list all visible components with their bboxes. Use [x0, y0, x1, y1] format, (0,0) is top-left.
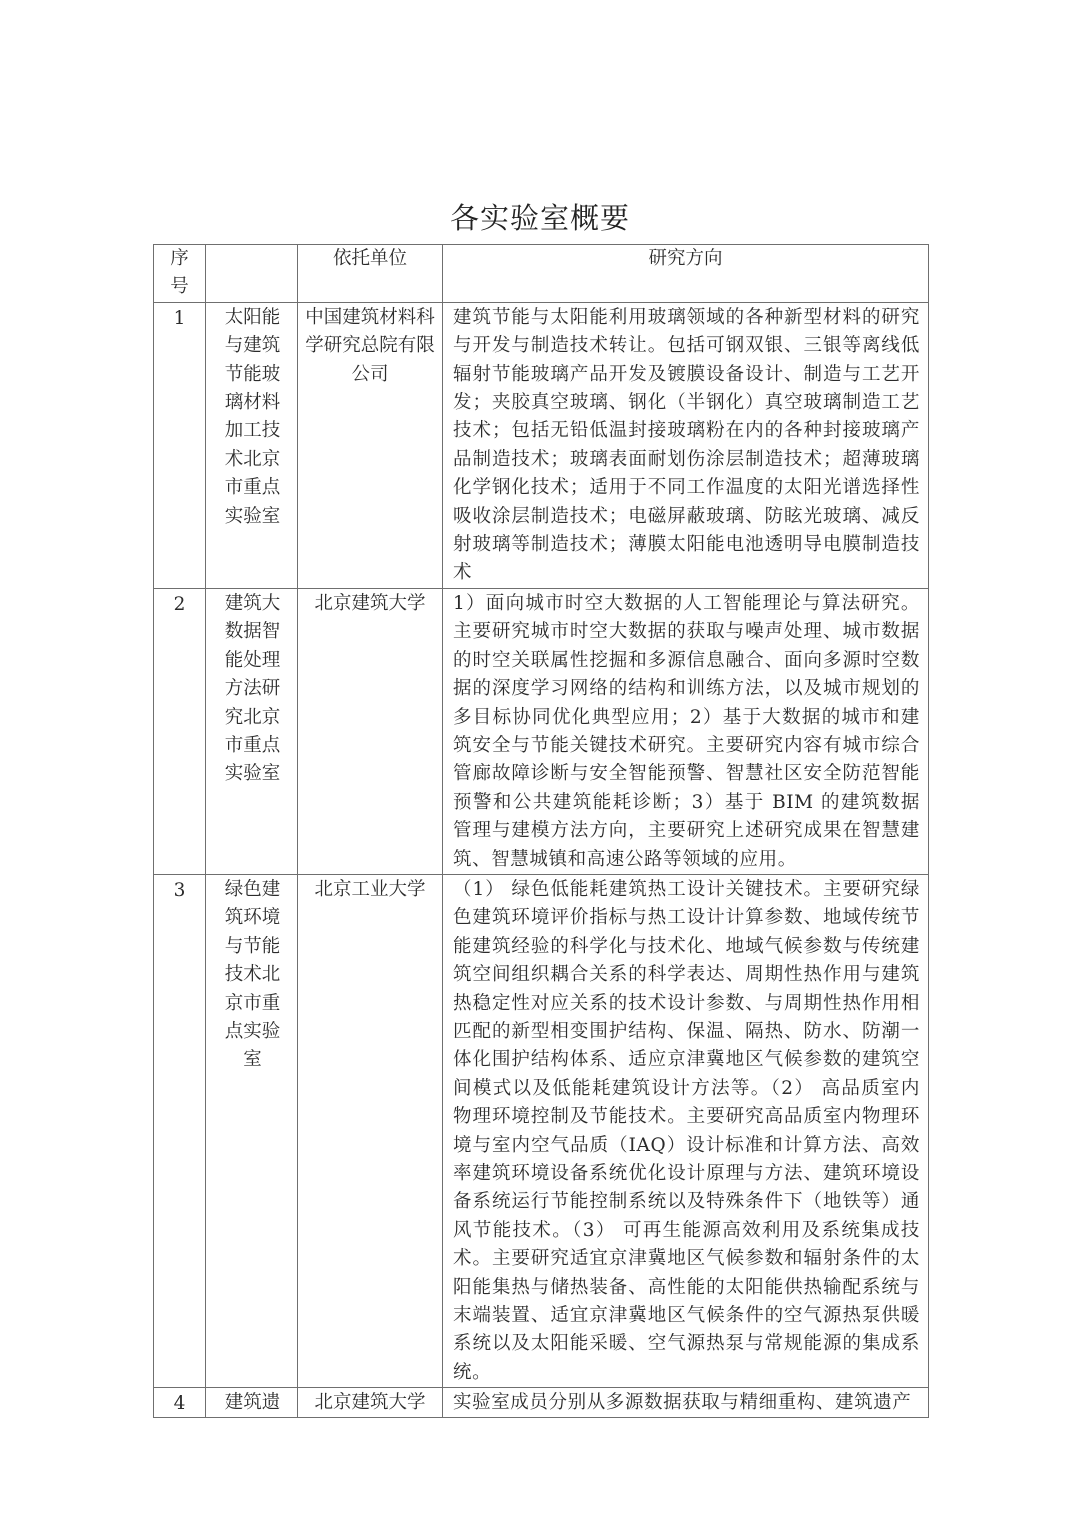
table-row	[154, 1388, 929, 1418]
cell-seq: 1	[154, 302, 206, 588]
cell-lab-name: 建筑大数据智能处理方法研究北京市重点实验室	[206, 588, 298, 874]
labs-summary-table	[153, 244, 929, 1418]
cell-lab-name: 建筑遗	[206, 1388, 298, 1418]
cell-unit: 中国建筑材料科学研究总院有限公司	[298, 302, 443, 588]
header-unit: 依托单位	[298, 245, 443, 303]
cell-direction: 实验室成员分别从多源数据获取与精细重构、建筑遗产	[443, 1388, 929, 1418]
cell-direction: 1）面向城市时空大数据的人工智能理论与算法研究。主要研究城市时空大数据的获取与噪声处理、城市数据的时空关联属性挖掘和多源信息融合、面向多源时空数据的深度学习网络的结构和训练方法，以及城市规划的多目标协同优化典型应用；2）基于大数据的城市和建筑安全与节能关键技术研究。主要研究内容有城市综合管廊故障诊断与安全智能预警、智慧社区安全防范智能预警和公共建筑能耗诊断；3）基于 BIM 的建筑数据管理与建模方法方向，主要研究上述研究成果在智慧建筑、智慧城镇和高速公路等领域的应用。	[443, 588, 929, 874]
page-title: 各实验室概要	[449, 201, 630, 235]
table-row	[154, 874, 929, 1387]
cell-lab-name: 太阳能与建筑节能玻璃材料加工技术北京市重点实验室	[206, 302, 298, 588]
table-header-row	[154, 245, 929, 303]
cell-unit: 北京工业大学	[298, 874, 443, 1387]
table-row	[154, 588, 929, 874]
cell-seq: 4	[154, 1388, 206, 1418]
header-name	[206, 245, 298, 303]
header-direction: 研究方向	[443, 245, 929, 303]
cell-seq: 3	[154, 874, 206, 1387]
cell-direction: 建筑节能与太阳能利用玻璃领域的各种新型材料的研究与开发与制造技术转让。包括可钢双银、三银等离线低辐射节能玻璃产品开发及镀膜设备设计、制造与工艺开发；夹胶真空玻璃、钢化（半钢化）真空玻璃制造工艺技术；包括无铅低温封接玻璃粉在内的各种封接玻璃产品制造技术；玻璃表面耐划伤涂层制造技术；超薄玻璃化学钢化技术；适用于不同工作温度的太阳光谱选择性吸收涂层制造技术；电磁屏蔽玻璃、防眩光玻璃、减反射玻璃等制造技术；薄膜太阳能电池透明导电膜制造技术	[443, 302, 929, 588]
cell-unit: 北京建筑大学	[298, 1388, 443, 1418]
cell-unit: 北京建筑大学	[298, 588, 443, 874]
cell-lab-name: 绿色建筑环境与节能技术北京市重点实验室	[206, 874, 298, 1387]
table-row	[154, 302, 929, 588]
header-seq: 序号	[154, 245, 206, 303]
cell-direction: （1） 绿色低能耗建筑热工设计关键技术。主要研究绿色建筑环境评价指标与热工设计计算参数、地域传统节能建筑经验的科学化与技术化、地域气候参数与传统建筑空间组织耦合关系的科学表达、周期性热作用与建筑热稳定性对应关系的技术设计参数、与周期性热作用相匹配的新型相变围护结构、保温、隔热、防水、防潮一体化围护结构体系、适应京津冀地区气候参数的建筑空间模式以及低能耗建筑设计方法等。（2） 高品质室内物理环境控制及节能技术。主要研究高品质室内物理环境与室内空气品质（IAQ）设计标准和计算方法、高效率建筑环境设备系统优化设计原理与方法、建筑环境设备系统运行节能控制系统以及特殊条件下（地铁等）通风节能技术。（3） 可再生能源高效利用及系统集成技术。主要研究适宜京津冀地区气候参数和辐射条件的太阳能集热与储热装备、高性能的太阳能供热输配系统与末端装置、适宜京津冀地区气候条件的空气源热泵供暖系统以及太阳能采暖、空气源热泵与常规能源的集成系统。	[443, 874, 929, 1387]
cell-seq: 2	[154, 588, 206, 874]
